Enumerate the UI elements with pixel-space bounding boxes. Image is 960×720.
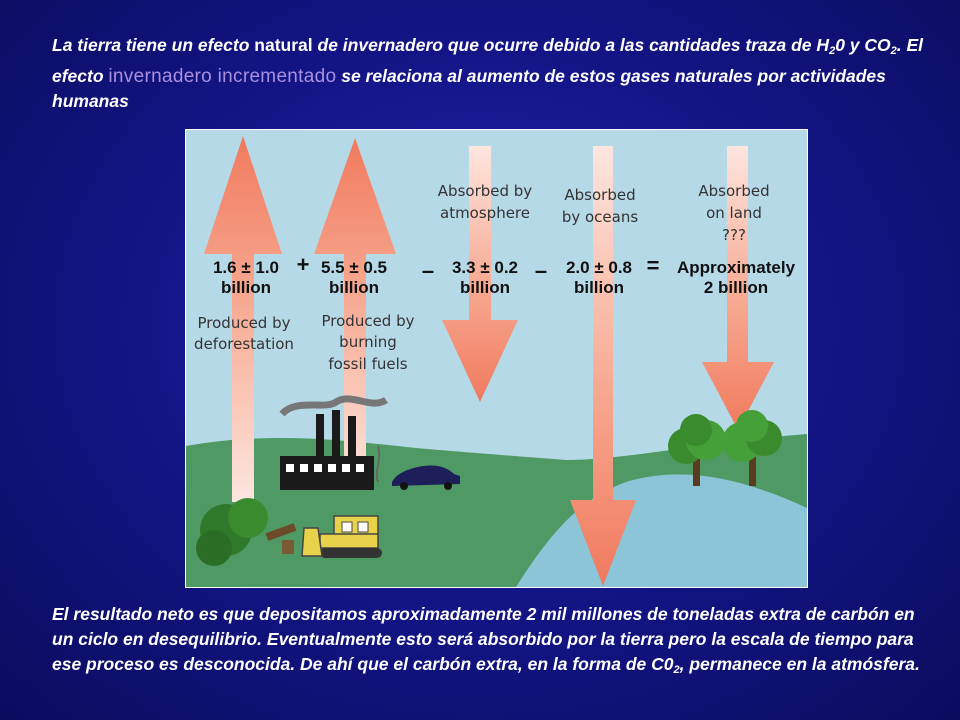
label-fossil-2: burning xyxy=(339,333,397,351)
label-fossil-3: fossil fuels xyxy=(328,355,408,373)
label-atmosphere-2: atmosphere xyxy=(440,204,530,222)
intro-text-3: . El efecto xyxy=(52,35,924,86)
carbon-budget-diagram xyxy=(185,129,808,588)
label-deforestation-2: deforestation xyxy=(194,335,294,353)
co-subscript: 2 xyxy=(890,45,897,57)
term-1-unit: billion xyxy=(220,278,272,297)
intro-text-4: se relaciona al aumento de estos gases naturales por actividades humanas xyxy=(52,66,886,111)
intro-text-2: de invernadero que ocurre debido a las cantidades traza de xyxy=(312,35,817,55)
label-fossil-1: Produced by xyxy=(321,312,415,330)
operator-equals: = xyxy=(646,253,660,278)
label-oceans-1: Absorbed xyxy=(564,186,636,204)
intro-highlight: invernadero incrementado xyxy=(108,66,337,87)
label-land-3: ??? xyxy=(722,226,746,244)
intro-text-1: La tierra tiene un efecto xyxy=(52,35,255,55)
label-land-2: on land xyxy=(706,204,762,222)
h2o-formula xyxy=(816,35,896,55)
operator-minus-2: – xyxy=(534,258,548,283)
term-2-value: 5.5 ± 0.5 xyxy=(320,258,388,277)
term-1-value: 1.6 ± 1.0 xyxy=(212,258,280,277)
operator-plus: + xyxy=(296,252,310,277)
label-deforestation-1: Produced by xyxy=(197,314,291,332)
term-3-unit: billion xyxy=(459,278,511,297)
term-5-value: Approximately xyxy=(676,258,796,277)
h-letter: H xyxy=(816,35,830,55)
conclusion-text-1: El resultado neto es que depositamos aproximadamente 2 mil millones de toneladas extra de carbón en un ciclo en desequilibrio. Eventualmente esto será absorbido por la tierra pero la escala de tiempo para ese proceso es desconocida. De ahí que el carbón extra, en la forma de C0 xyxy=(52,604,915,674)
intro-paragraph xyxy=(52,33,932,114)
term-4-value: 2.0 ± 0.8 xyxy=(565,258,633,277)
term-4-unit: billion xyxy=(573,278,625,297)
h-after: 0 y CO xyxy=(835,35,891,55)
term-2-unit: billion xyxy=(328,278,380,297)
term-3-value: 3.3 ± 0.2 xyxy=(451,258,519,277)
conclusion-text-2: , permanece en la atmósfera. xyxy=(679,654,920,674)
operator-minus-1: – xyxy=(421,258,435,283)
conclusion-subscript: 2 xyxy=(673,664,680,676)
label-atmosphere-1: Absorbed by xyxy=(437,182,533,200)
label-oceans-2: by oceans xyxy=(561,208,639,226)
intro-bold-natural: natural xyxy=(254,35,313,55)
term-5-unit: 2 billion xyxy=(703,278,769,297)
conclusion-paragraph xyxy=(52,602,932,683)
diagram-canvas xyxy=(186,130,807,587)
h-subscript: 2 xyxy=(829,45,836,57)
label-land-1: Absorbed xyxy=(698,182,770,200)
